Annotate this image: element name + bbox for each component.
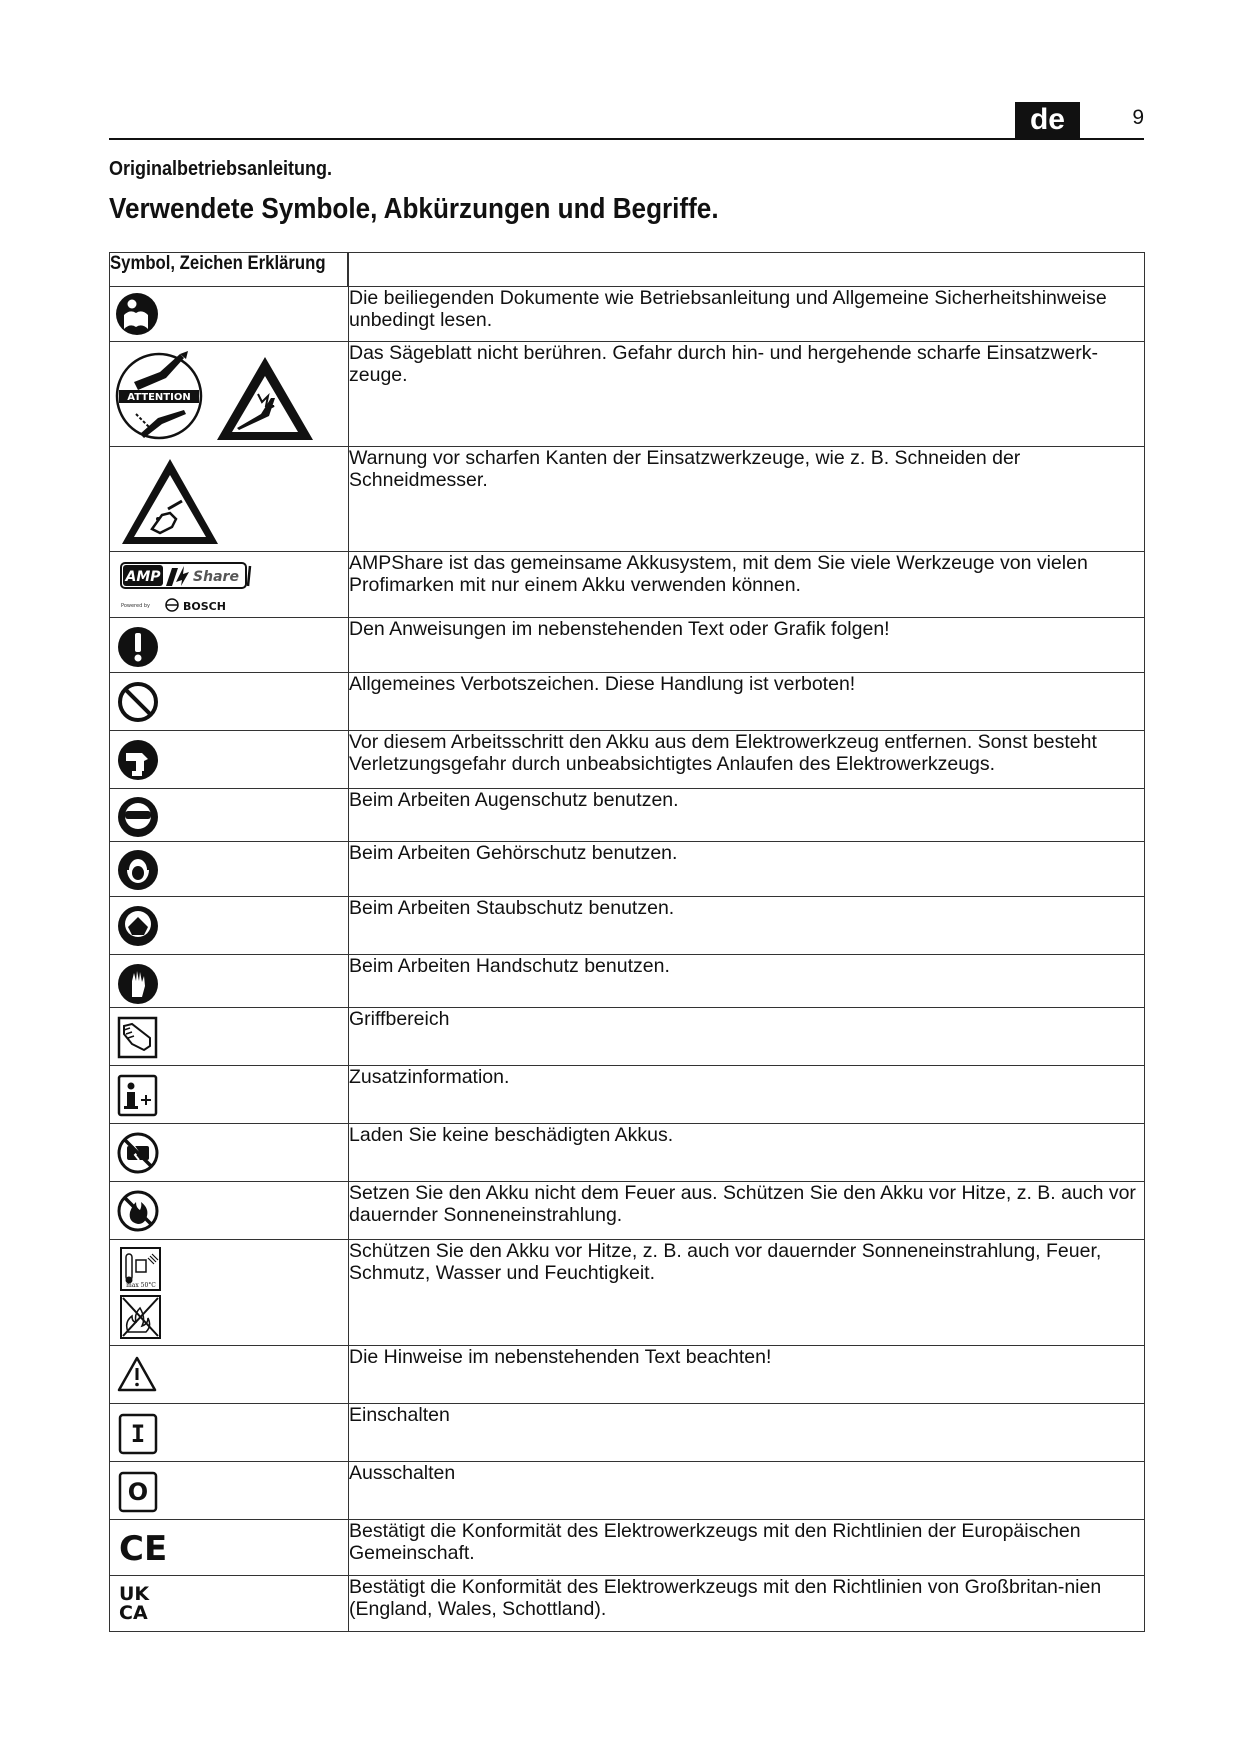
document-subtitle: Originalbetriebsanleitung. bbox=[109, 158, 333, 180]
symbol-cell bbox=[110, 1520, 349, 1576]
grip-area-icon bbox=[110, 1008, 349, 1066]
eye-protection-icon bbox=[110, 789, 349, 842]
table-row bbox=[110, 447, 1145, 552]
table-row bbox=[110, 897, 1145, 955]
table-row bbox=[110, 1576, 1145, 1632]
symbol-cell bbox=[110, 1346, 349, 1404]
description-cell: Bestätigt die Konformität des Elektrowerkzeugs mit den Richtlinien von Großbritan-nien (England, Wales, Schottland). bbox=[349, 1576, 1145, 1632]
ce-symbol: CE bbox=[119, 1529, 168, 1569]
switch-on-symbol: I bbox=[130, 1420, 146, 1448]
language-badge: de bbox=[1015, 102, 1080, 138]
symbol-cell bbox=[110, 897, 349, 955]
logo-powered-by: Powered by bbox=[121, 603, 150, 609]
table-row bbox=[110, 287, 1145, 342]
table-row bbox=[110, 1182, 1145, 1240]
symbols-table bbox=[109, 252, 1145, 1632]
symbol-cell bbox=[110, 731, 349, 789]
additional-info-icon bbox=[110, 1066, 349, 1124]
symbol-cell bbox=[110, 1066, 349, 1124]
symbol-cell bbox=[110, 1008, 349, 1066]
symbol-cell bbox=[110, 1124, 349, 1182]
table-row bbox=[110, 731, 1145, 789]
symbol-cell bbox=[110, 1404, 349, 1462]
saw-blade-warning-icon bbox=[110, 342, 349, 447]
page-header bbox=[109, 100, 1144, 140]
table-row bbox=[110, 1124, 1145, 1182]
logo-share-text: Share bbox=[193, 569, 239, 585]
description-cell: Einschalten bbox=[349, 1404, 1145, 1462]
remove-battery-icon bbox=[110, 731, 349, 789]
symbol-cell bbox=[110, 552, 349, 618]
no-fire-icon bbox=[110, 1182, 349, 1240]
switch-on-icon bbox=[110, 1404, 349, 1462]
description-cell: Griffbereich bbox=[349, 1008, 1145, 1066]
table-row bbox=[110, 1462, 1145, 1520]
protect-battery-heat-icon bbox=[110, 1240, 349, 1346]
attention-label: ATTENTION bbox=[127, 392, 191, 403]
symbol-cell bbox=[110, 287, 349, 342]
table-header-label: Symbol, Zeichen Erklärung bbox=[110, 253, 326, 274]
table-row bbox=[110, 1240, 1145, 1346]
general-warning-icon bbox=[110, 1346, 349, 1404]
read-manual-icon bbox=[110, 287, 349, 342]
table-row bbox=[110, 618, 1145, 673]
description-cell: Beim Arbeiten Staubschutz benutzen. bbox=[349, 897, 1145, 955]
table-row bbox=[110, 673, 1145, 731]
table-row bbox=[110, 842, 1145, 897]
symbol-cell bbox=[110, 1462, 349, 1520]
dust-mask-icon bbox=[110, 897, 349, 955]
symbol-cell bbox=[110, 1576, 349, 1632]
description-cell: Schützen Sie den Akku vor Hitze, z. B. auch vor dauernder Sonneneinstrahlung, Feuer, Schmutz, Wasser und Feuchtigkeit. bbox=[349, 1240, 1145, 1346]
symbol-cell bbox=[110, 618, 349, 673]
symbol-cell bbox=[110, 842, 349, 897]
symbol-cell bbox=[110, 342, 349, 447]
description-cell: Warnung vor scharfen Kanten der Einsatzwerkzeuge, wie z. B. Schneiden der Schneidmesser. bbox=[349, 447, 1145, 552]
table-header-row bbox=[110, 253, 1145, 287]
description-cell: AMPShare ist das gemeinsame Akkusystem, mit dem Sie viele Werkzeuge von vielen Profimarken mit nur einem Akku verwenden können. bbox=[349, 552, 1145, 618]
table-row bbox=[110, 1066, 1145, 1124]
section-title: Verwendete Symbole, Abkürzungen und Begriffe. bbox=[109, 193, 719, 225]
table-row bbox=[110, 1346, 1145, 1404]
symbol-cell bbox=[110, 673, 349, 731]
ukca-line1: UK bbox=[119, 1583, 150, 1605]
sharp-edges-warning-icon bbox=[110, 447, 349, 552]
ampshare-logo-icon bbox=[110, 552, 349, 618]
ukca-mark-icon bbox=[110, 1576, 349, 1632]
description-cell: Beim Arbeiten Augenschutz benutzen. bbox=[349, 789, 1145, 842]
ce-mark-icon bbox=[110, 1520, 349, 1576]
symbol-cell bbox=[110, 1182, 349, 1240]
hearing-protection-icon bbox=[110, 842, 349, 897]
mandatory-action-icon bbox=[110, 618, 349, 673]
symbol-cell bbox=[110, 789, 349, 842]
switch-off-icon bbox=[110, 1462, 349, 1520]
description-cell: Beim Arbeiten Handschutz benutzen. bbox=[349, 955, 1145, 1008]
description-cell: Beim Arbeiten Gehörschutz benutzen. bbox=[349, 842, 1145, 897]
table-row bbox=[110, 552, 1145, 618]
table-row bbox=[110, 342, 1145, 447]
table-row bbox=[110, 1520, 1145, 1576]
prohibition-icon bbox=[110, 673, 349, 731]
description-cell: Vor diesem Arbeitsschritt den Akku aus dem Elektrowerkzeug entfernen. Sonst besteht Verletzungsgefahr durch unbeabsichtigtes Anlaufen des Elektrowerkzeugs. bbox=[349, 731, 1145, 789]
description-cell: Den Anweisungen im nebenstehenden Text oder Grafik folgen! bbox=[349, 618, 1145, 673]
symbol-cell bbox=[110, 955, 349, 1008]
description-cell: Zusatzinformation. bbox=[349, 1066, 1145, 1124]
description-cell: Das Sägeblatt nicht berühren. Gefahr durch hin- und hergehende scharfe Einsatzwerk-zeuge. bbox=[349, 342, 1145, 447]
table-row bbox=[110, 1008, 1145, 1066]
table-row bbox=[110, 789, 1145, 842]
hand-protection-icon bbox=[110, 955, 349, 1008]
switch-off-symbol: O bbox=[127, 1478, 149, 1506]
description-cell: Bestätigt die Konformität des Elektrowerkzeugs mit den Richtlinien der Europäischen Gemeinschaft. bbox=[349, 1520, 1145, 1576]
symbol-cell bbox=[110, 1240, 349, 1346]
table-row bbox=[110, 955, 1145, 1008]
temp-label: max 50°C bbox=[126, 1282, 156, 1289]
logo-amp-text: AMP bbox=[125, 569, 161, 585]
description-cell: Setzen Sie den Akku nicht dem Feuer aus. Schützen Sie den Akku vor Hitze, z. B. auch vor dauernder Sonneneinstrahlung. bbox=[349, 1182, 1145, 1240]
no-damaged-battery-icon bbox=[110, 1124, 349, 1182]
description-cell: Ausschalten bbox=[349, 1462, 1145, 1520]
description-cell: Allgemeines Verbotszeichen. Diese Handlung ist verboten! bbox=[349, 673, 1145, 731]
ukca-line2: CA bbox=[119, 1602, 148, 1624]
logo-bosch-text: BOSCH bbox=[183, 600, 226, 613]
table-header bbox=[110, 253, 1145, 287]
page-number: 9 bbox=[1132, 106, 1144, 129]
description-cell: Die beiliegenden Dokumente wie Betriebsanleitung und Allgemeine Sicherheitshinweise unbedingt lesen. bbox=[349, 287, 1145, 342]
symbol-cell bbox=[110, 447, 349, 552]
description-cell: Die Hinweise im nebenstehenden Text beachten! bbox=[349, 1346, 1145, 1404]
table-row bbox=[110, 1404, 1145, 1462]
description-cell: Laden Sie keine beschädigten Akkus. bbox=[349, 1124, 1145, 1182]
